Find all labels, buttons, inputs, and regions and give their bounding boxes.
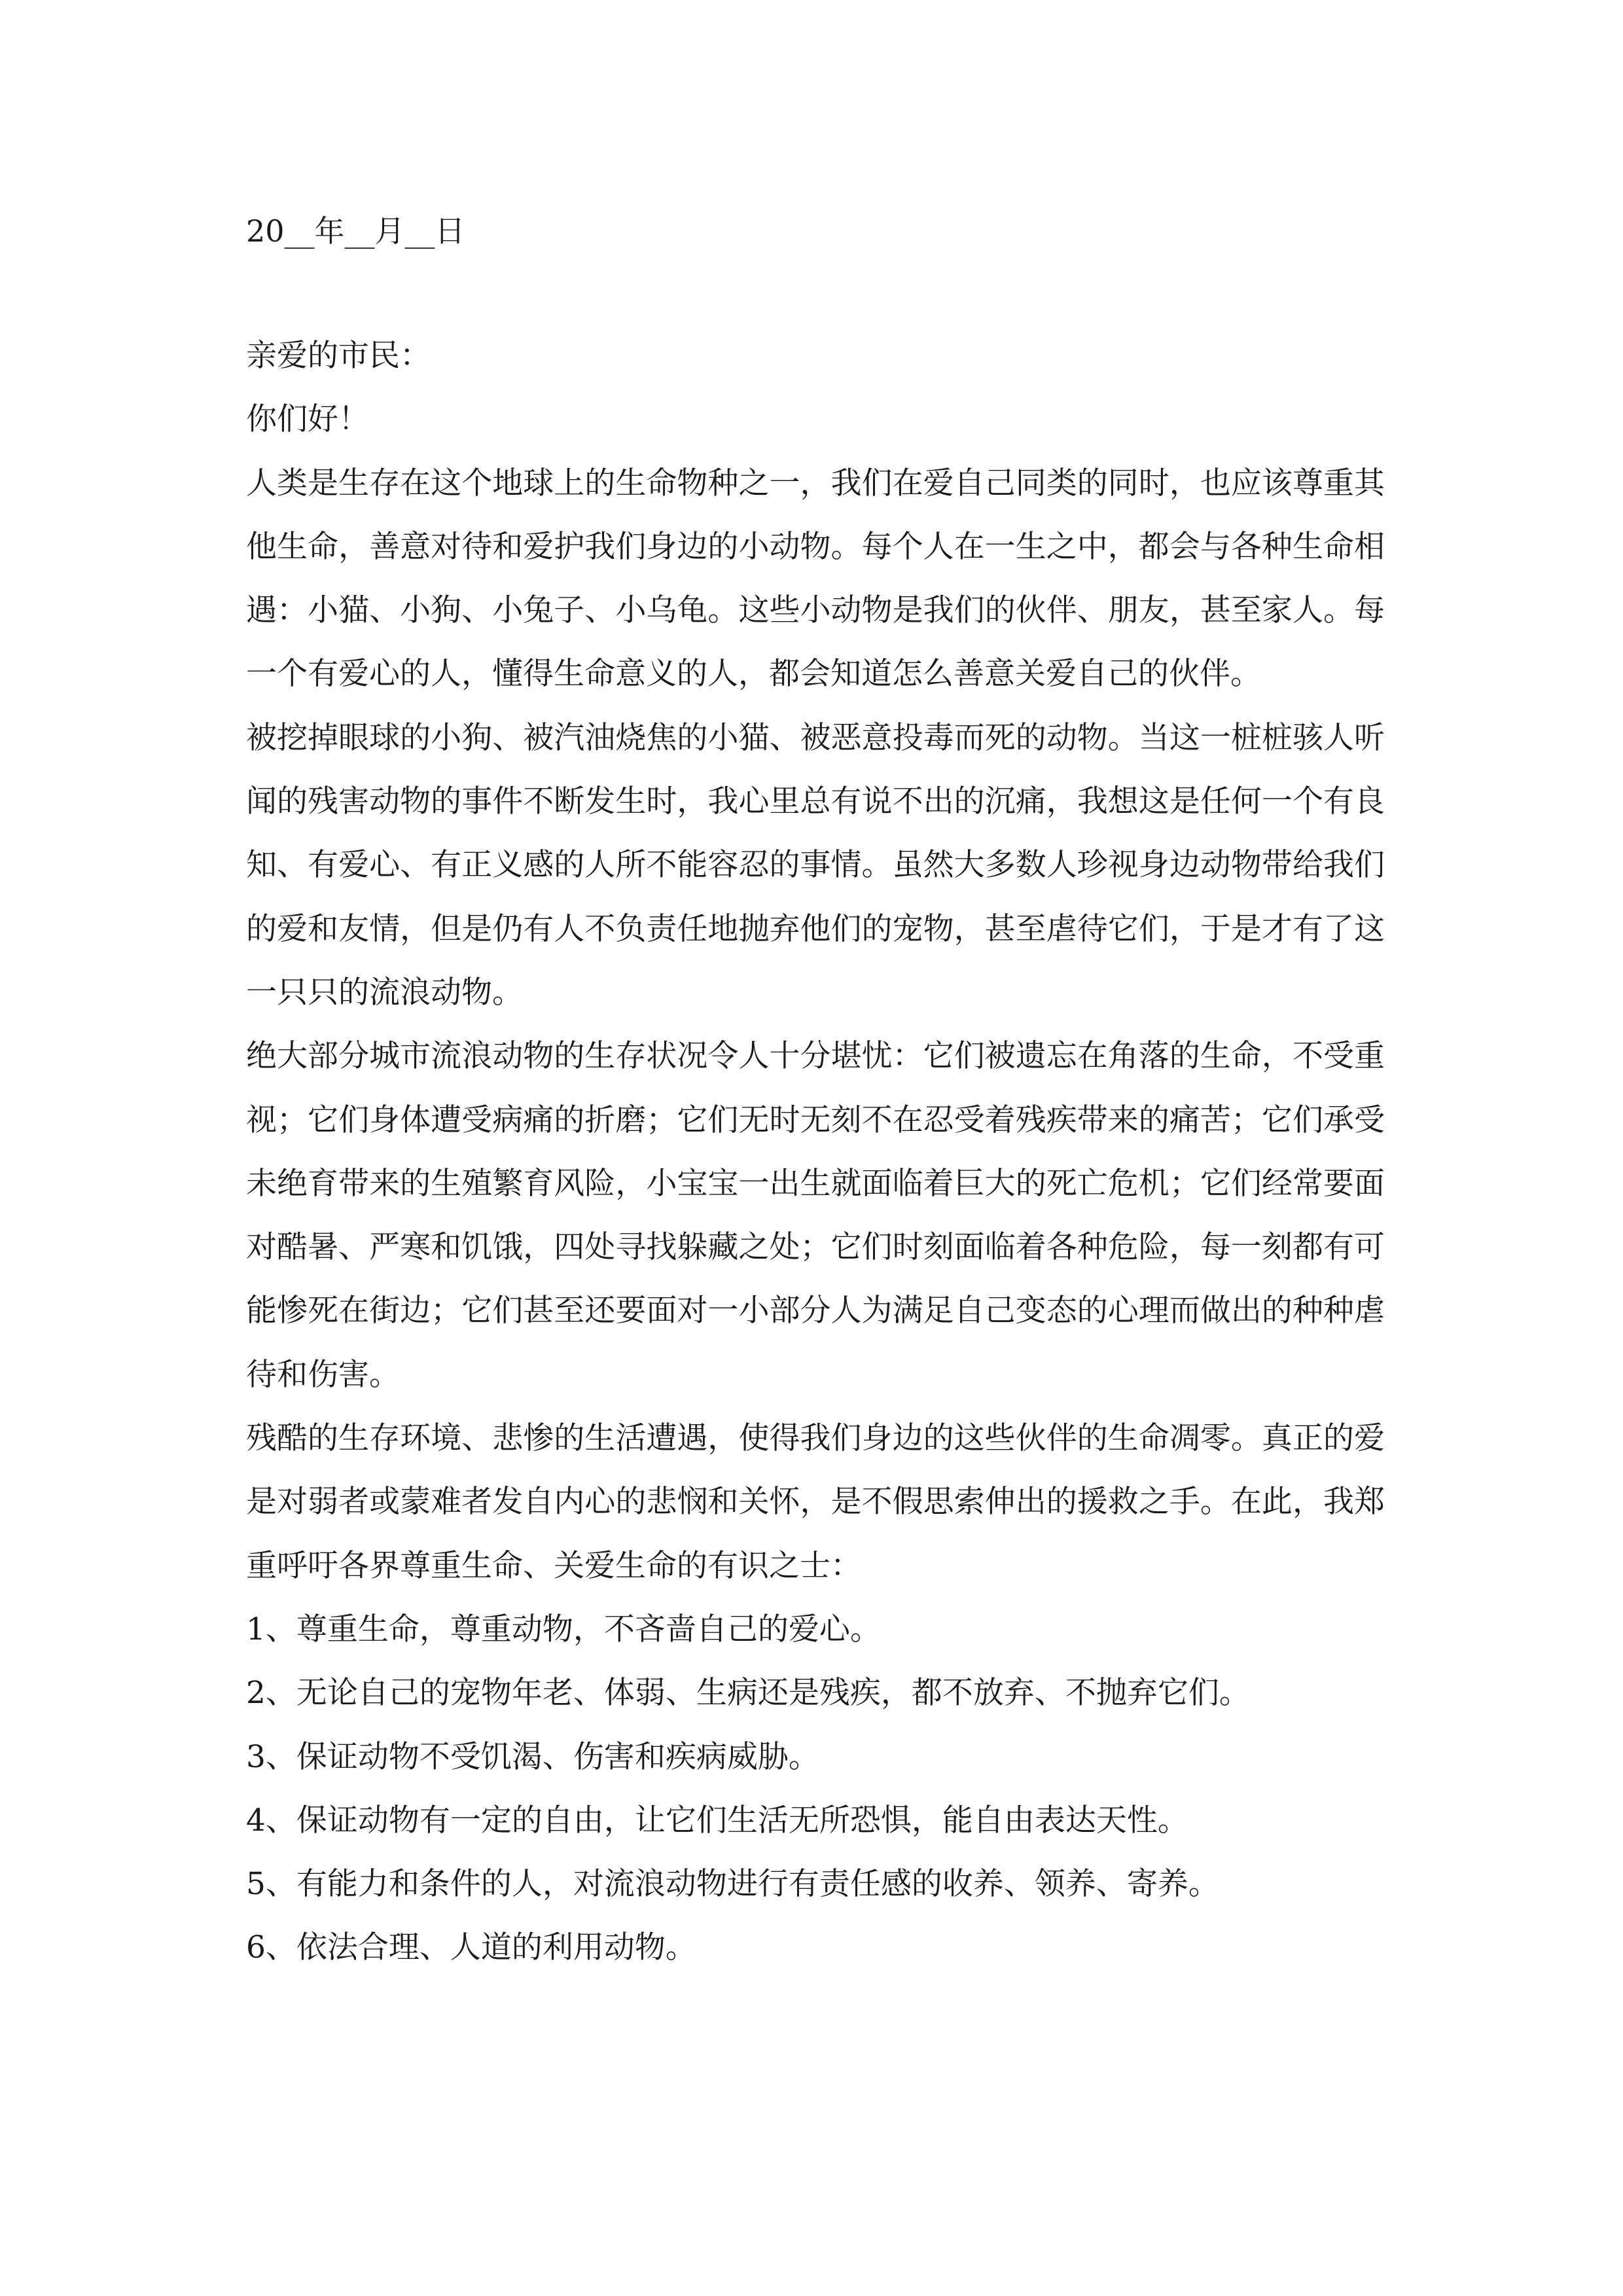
salutation: 亲爱的市民： (246, 338, 431, 374)
paragraph-abuse: 被挖掉眼球的小狗、被汽油烧焦的小猫、被恶意投毒而死的动物。当这一桩桩骇人听闻的残害动物的事件不断发生时，我心里总有说不出的沉痛，我想这是任何一个有良知、有爱心、有正义感的人所不能容忍的事情。虽然大多数人珍视身边动物带给我们的爱和友情，但是仍有人不负责任地抛弃他们的宠物，甚至虐待它们，于是才有了这一只只的流浪动物。 (246, 719, 1385, 1011)
greeting: 你们好！ (246, 401, 369, 438)
list-item: 4、保证动物有一定的自由，让它们生活无所恐惧，能自由表达天性。 (246, 1802, 1188, 1839)
letter-date: 20__年__月__日 (246, 213, 465, 249)
paragraph-intro: 人类是生存在这个地球上的生命物种之一，我们在爱自己同类的同时，也应该尊重其他生命，善意对待和爱护我们身边的小动物。每个人在一生之中，都会与各种生命相遇：小猫、小狗、小兔子、小乌龟。这些小动物是我们的伙伴、朋友，甚至家人。每一个有爱心的人，懂得生命意义的人，都会知道怎么善意关爱自己的伙伴。 (246, 465, 1385, 692)
list-item: 3、保证动物不受饥渴、伤害和疾病威胁。 (246, 1738, 819, 1775)
letter-body (246, 324, 1385, 1980)
list-item: 2、无论自己的宠物年老、体弱、生病还是残疾，都不放弃、不抛弃它们。 (246, 1675, 1250, 1712)
paragraph-appeal: 残酷的生存环境、悲惨的生活遭遇，使得我们身边的这些伙伴的生命凋零。真正的爱是对弱者或蒙难者发自内心的悲悯和关怀，是不假思索伸出的援救之手。在此，我郑重呼吁各界尊重生命、关爱生命的有识之士： (246, 1420, 1385, 1584)
list-item: 5、有能力和条件的人，对流浪动物进行有责任感的收养、领养、寄养。 (246, 1866, 1219, 1903)
list-item: 1、尊重生命，尊重动物，不吝啬自己的爱心。 (246, 1611, 881, 1647)
paragraph-strays: 绝大部分城市流浪动物的生存状况令人十分堪忧：它们被遗忘在角落的生命，不受重视；它们身体遭受病痛的折磨；它们无时无刻不在忍受着残疾带来的痛苦；它们承受未绝育带来的生殖繁育风险，小宝宝一出生就面临着巨大的死亡危机；它们经常要面对酷暑、严寒和饥饿，四处寻找躲藏之处；它们时刻面临着各种危险，每一刻都有可能惨死在街边；它们甚至还要面对一小部分人为满足自己变态的心理而做出的种种虐待和伤害。 (246, 1038, 1385, 1393)
list-item: 6、依法合理、人道的利用动物。 (246, 1929, 696, 1966)
